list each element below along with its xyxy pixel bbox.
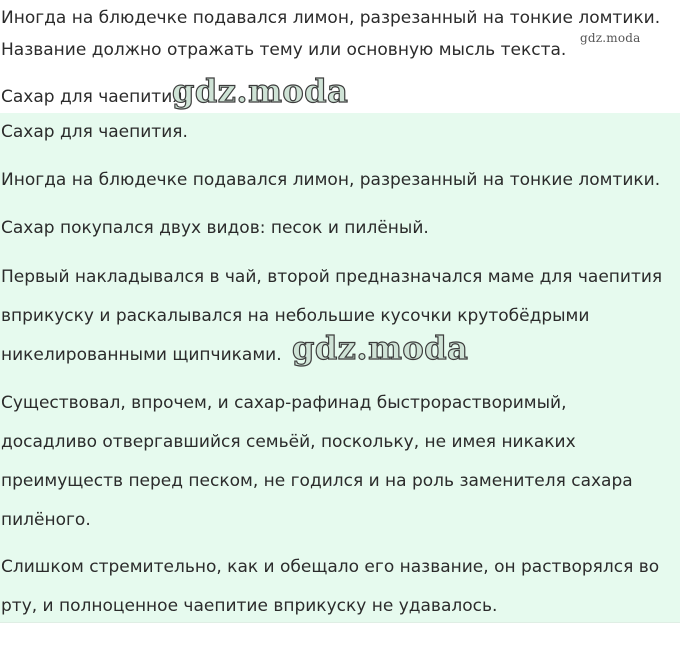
sentence-5-line-2: рту, и полноценное чаепитие вприкуску не удавалось.	[1, 596, 498, 616]
watermark-big-2: gdz.moda	[292, 329, 469, 367]
answer-block	[0, 113, 680, 623]
sentence-4-line-1: Существовал, впрочем, и сахар-рафинад быстрорастворимый,	[1, 393, 567, 413]
sentence-2: Сахар покупался двух видов: песок и пилёный.	[1, 218, 429, 238]
watermark-small: gdz.moda	[580, 31, 641, 45]
answer-line	[1, 87, 188, 107]
header-line-1: Иногда на блюдечке подавался лимон, разрезанный на тонкие ломтики.	[1, 8, 661, 28]
answer-text: Сахар для чаепития.	[1, 87, 188, 107]
title-text: Сахар для чаепития.	[1, 122, 188, 142]
sentence-4-line-2: досадливо отвергавшийся семьёй, поскольку, не имея никаких	[1, 432, 576, 452]
watermark-big-1: gdz.moda	[172, 72, 349, 110]
sentence-4-line-3: преимуществ перед песком, не годился и на роль заменителя сахара	[1, 471, 633, 491]
sentence-3-line-2: вприкуску и раскалывался на небольшие кусочки крутобёдрыми	[1, 306, 590, 326]
sentence-5-line-1: Слишком стремительно, как и обещало его название, он растворялся во	[1, 557, 660, 577]
sentence-3-line-1: Первый накладывался в чай, второй предназначался маме для чаепития	[1, 267, 663, 287]
sentence-4-line-4: пилёного.	[1, 510, 91, 530]
sentence-3-line-3: никелированными щипчиками.	[1, 345, 282, 365]
sentence-1: Иногда на блюдечке подавался лимон, разрезанный на тонкие ломтики.	[1, 170, 661, 190]
header-line-2: Название должно отражать тему или основную мысль текста.	[1, 40, 567, 60]
